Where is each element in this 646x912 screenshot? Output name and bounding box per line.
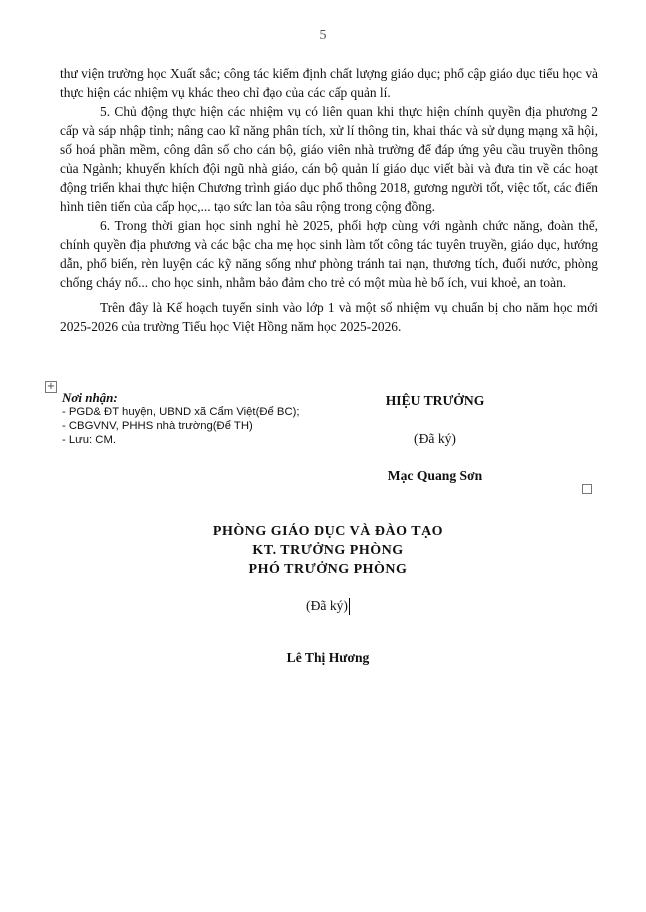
- paragraph-item-6: 6. Trong thời gian học sinh nghỉ hè 2025, phối hợp cùng với ngành chức năng, đoàn thể, chính quyền địa phương và các bậc cha mẹ học sinh làm tốt công tác tuyên truyền, giáo dục, hướng dẫn, phổ biến, rèn luyện các kỹ năng sống như phòng tránh tai nạn, thương tích, đuối nước, phòng chống cháy nổ... cho học sinh, nhằm bảo đảm cho trẻ có một mùa hè bổ ích, vui khoẻ, an toàn.: [60, 218, 598, 290]
- paragraph-closing: Trên đây là Kế hoạch tuyển sinh vào lớp 1 và một số nhiệm vụ chuẩn bị cho năm học mới 2025-2026 của trường Tiểu học Việt Hồng năm học 2025-2026.: [60, 300, 598, 334]
- paragraph-continuation: thư viện trường học Xuất sắc; công tác kiểm định chất lượng giáo dục; phổ cập giáo dục tiểu học và thực hiện các nhiệm vụ khác theo chỉ đạo của các cấp quản lí.: [60, 66, 598, 100]
- department-name: PHÒNG GIÁO DỤC VÀ ĐÀO TẠO: [212, 524, 444, 539]
- list-item: - Lưu: CM.: [62, 434, 117, 446]
- principal-signed-note: (Đã ký): [414, 431, 456, 446]
- department-signature-header: [150, 522, 506, 579]
- recipients-block: [62, 391, 362, 447]
- document-body: [60, 64, 598, 336]
- paragraph-item-5: 5. Chủ động thực hiện các nhiệm vụ có liên quan khi thực hiện chính quyền địa phương 2 cấp và sáp nhập tỉnh; nâng cao kĩ năng phân tích, xử lí thông tin, khai thác và sử dụng mạng xã hội, số hoá phần mềm, công dân số cho cán bộ, giáo viên nhà trường để đáp ứng yêu cầu truyền thông của Ngành; khuyến khích đội ngũ nhà giáo, cán bộ quản lí giáo dục viết bài và đưa tin về các hoạt động triển khai thực hiện Chương trình giáo dục phổ thông 2018, gương người tốt, việc tốt, các điển hình tiên tiến của cấp học,... tạo sức lan tỏa sâu rộng trong cộng đồng.: [60, 104, 598, 214]
- department-signed-note: (Đã ký): [306, 598, 348, 613]
- list-item: - PGD& ĐT huyện, UBND xã Cẩm Việt(Để BC);: [62, 406, 300, 418]
- principal-name: Mạc Quang Sơn: [387, 468, 483, 483]
- list-item: - CBGVNV, PHHS nhà trường(Để TH): [62, 420, 253, 432]
- department-role: KT. TRƯỞNG PHÒNG: [252, 543, 404, 558]
- department-signed-line: [150, 598, 506, 615]
- text-cursor: [349, 598, 350, 615]
- page-number: 5: [319, 28, 327, 43]
- recipients-list: [62, 405, 362, 447]
- recipients-title: Nơi nhận:: [62, 390, 118, 405]
- department-signer-name: Lê Thị Hương: [286, 650, 370, 665]
- square-marker-icon: [582, 484, 592, 494]
- department-deputy-role: PHÓ TRƯỞNG PHÒNG: [248, 562, 408, 577]
- table-move-handle-icon[interactable]: +: [46, 381, 56, 392]
- principal-title: HIỆU TRƯỞNG: [385, 393, 485, 408]
